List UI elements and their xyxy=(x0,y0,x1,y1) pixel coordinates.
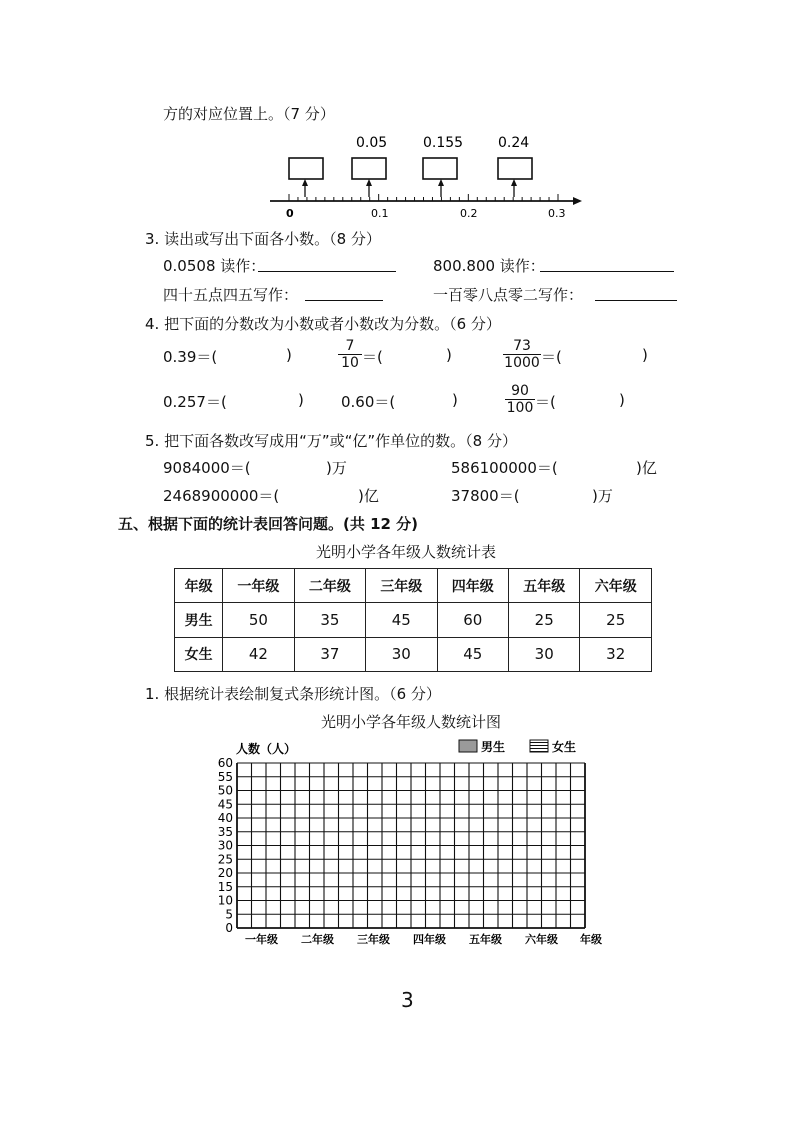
y-tick-label: 5 xyxy=(225,907,233,922)
y-tick-label: 45 xyxy=(217,797,233,812)
x-category-label: 三年级 xyxy=(357,933,390,946)
chart-title: 光明小学各年级人数统计图 xyxy=(321,713,502,731)
q4-r2-a-right: ) xyxy=(298,391,304,409)
q5-item-1-right: )万 xyxy=(326,459,347,477)
table-header-cell: 一年级 xyxy=(223,569,294,603)
answer-box-4 xyxy=(498,158,532,179)
q4-r2-b-right: ) xyxy=(452,391,458,409)
table-cell: 45 xyxy=(366,603,437,637)
table-header-cell: 二年级 xyxy=(294,569,365,603)
q5-item-3-right: )亿 xyxy=(358,487,379,505)
table-cell: 50 xyxy=(223,603,294,637)
y-tick-label: 60 xyxy=(217,756,233,770)
table-cell: 25 xyxy=(509,603,580,637)
y-tick-label: 35 xyxy=(217,824,233,839)
page-number: 3 xyxy=(401,988,414,1012)
legend-swatch-girls xyxy=(530,740,548,752)
q4-r1-a-left: 0.39＝( xyxy=(163,348,218,366)
table-header-cell: 五年级 xyxy=(509,569,580,603)
section-5-heading: 五、根据下面的统计表回答问题。(共 12 分) xyxy=(118,515,419,533)
y-tick-label: 30 xyxy=(217,838,233,853)
table-header-cell: 六年级 xyxy=(580,569,652,603)
q4-r2-b-left: 0.60＝( xyxy=(341,393,396,411)
q4-title: 4. 把下面的分数改为小数或者小数改为分数。（6 分） xyxy=(145,315,501,333)
legend-label-girls: 女生 xyxy=(552,740,577,754)
table-title: 光明小学各年级人数统计表 xyxy=(316,543,497,561)
x-category-label: 二年级 xyxy=(301,933,334,946)
fraction-90-100: $\frac{90}{100}$ xyxy=(506,383,534,416)
answer-box-2 xyxy=(352,158,386,179)
table-header-cell: 年级 xyxy=(175,569,223,603)
axis-label-0.3: 0.3 xyxy=(548,207,566,220)
table-cell: 30 xyxy=(509,637,580,671)
q3-blank-3[interactable] xyxy=(305,300,383,301)
table-header-row xyxy=(175,569,652,603)
table-row-label: 女生 xyxy=(175,637,223,671)
table-cell: 32 xyxy=(580,637,652,671)
q3-item-4: 一百零八点零二写作： xyxy=(433,286,584,304)
table-cell: 35 xyxy=(294,603,365,637)
q5-item-2-right: )亿 xyxy=(636,459,657,477)
q4-r1-c-eq: ＝( xyxy=(541,348,562,366)
table-row-label: 男生 xyxy=(175,603,223,637)
q4-r1-b-eq: ＝( xyxy=(362,348,383,366)
q3-title: 3. 读出或写出下面各小数。（8 分） xyxy=(145,230,381,248)
q4-r2-c-eq: ＝( xyxy=(535,393,556,411)
y-tick-label: 40 xyxy=(217,811,233,825)
x-category-label: 四年级 xyxy=(413,933,446,946)
legend-swatch-boys xyxy=(459,740,477,752)
q3-blank-4[interactable] xyxy=(595,300,677,301)
stats-table xyxy=(174,568,652,672)
q5-item-1-left: 9084000＝( xyxy=(163,459,251,477)
x-category-label: 一年级 xyxy=(245,933,278,946)
q5-item-3-left: 2468900000＝( xyxy=(163,487,280,505)
table-cell: 25 xyxy=(580,603,652,637)
q3-blank-2[interactable] xyxy=(540,271,674,272)
q3-item-1: 0.0508 读作： xyxy=(163,257,266,275)
axis-label-0.2: 0.2 xyxy=(460,207,478,220)
y-tick-label: 20 xyxy=(217,866,233,880)
y-tick-label: 50 xyxy=(217,783,233,798)
sub-question-1: 1. 根据统计表绘制复式条形统计图。（6 分） xyxy=(145,685,441,703)
q3-item-2: 800.800 读作： xyxy=(433,257,545,275)
table-cell: 60 xyxy=(437,603,508,637)
q3-item-3: 四十五点四五写作： xyxy=(163,286,299,304)
box-value-3: 0.24 xyxy=(498,135,530,151)
fraction-7-10: $\frac{7}{10}$ xyxy=(338,338,362,372)
q4-r1-c-right: ) xyxy=(642,346,648,364)
q4-r1-a-right: ) xyxy=(286,346,292,364)
x-category-label: 六年级 xyxy=(525,933,558,946)
q3-blank-1[interactable] xyxy=(258,271,396,272)
y-tick-label: 0 xyxy=(225,921,233,935)
y-tick-label: 25 xyxy=(217,852,233,867)
x-category-label: 五年级 xyxy=(469,933,502,946)
q4-r2-a-left: 0.257＝( xyxy=(163,393,227,411)
box-value-2: 0.155 xyxy=(423,135,464,151)
q5-item-4-left: 37800＝( xyxy=(451,487,520,505)
q5-title: 5. 把下面各数改写成用“万”或“亿”作单位的数。（8 分） xyxy=(145,432,517,450)
axis-label-0.1: 0.1 xyxy=(371,207,389,220)
box-value-1: 0.05 xyxy=(356,135,388,151)
y-tick-label: 10 xyxy=(217,893,233,908)
q4-r2-c-right: ) xyxy=(619,391,625,409)
fraction-73-1000: $\frac{73}{1000}$ xyxy=(504,338,540,371)
y-axis-label: 人数（人） xyxy=(236,742,297,756)
q5-item-4-right: )万 xyxy=(592,487,613,505)
table-cell: 42 xyxy=(223,637,294,671)
q4-r1-b-right: ) xyxy=(446,346,452,364)
answer-box-1 xyxy=(289,158,323,179)
table-header-cell: 四年级 xyxy=(437,569,508,603)
q5-item-2-left: 586100000＝( xyxy=(451,459,558,477)
question-intro-line: 方的对应位置上。（7 分） xyxy=(163,105,335,123)
x-axis-label: 年级 xyxy=(580,933,602,946)
number-line-figure xyxy=(260,125,600,225)
bar-chart xyxy=(200,735,620,950)
table-row-boys xyxy=(175,603,652,637)
legend-label-boys: 男生 xyxy=(481,740,506,754)
table-cell: 30 xyxy=(366,637,437,671)
y-tick-label: 55 xyxy=(217,769,233,784)
axis-label-0: 0 xyxy=(286,207,294,220)
y-tick-label: 15 xyxy=(217,879,233,894)
table-cell: 45 xyxy=(437,637,508,671)
table-header-cell: 三年级 xyxy=(366,569,437,603)
table-row-girls xyxy=(175,637,652,671)
table-cell: 37 xyxy=(294,637,365,671)
answer-box-3 xyxy=(423,158,457,179)
